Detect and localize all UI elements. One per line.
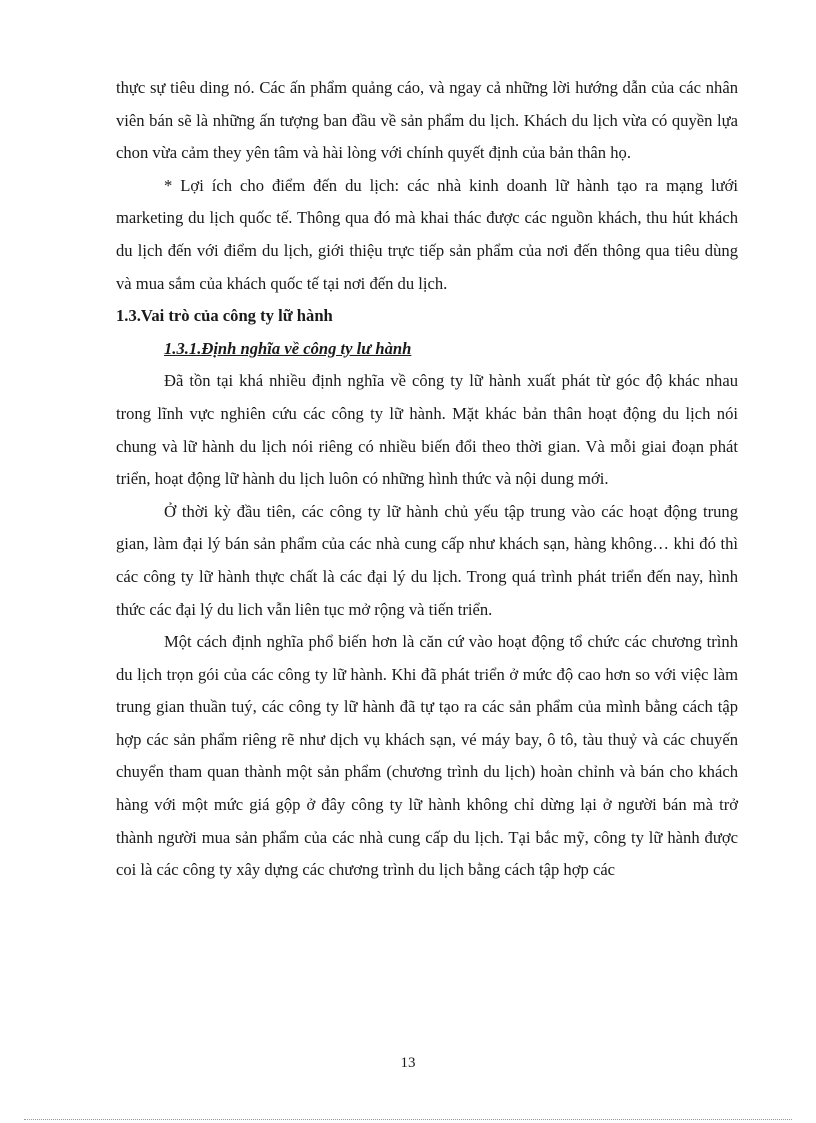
subsection-heading: 1.3.1.Định nghĩa về công ty lư hành [164, 338, 412, 358]
paragraph-destination-benefits: * Lợi ích cho điểm đến du lịch: các nhà kinh doanh lữ hành tạo ra mạng lưới marketing du lịch quốc tế. Thông qua đó mà khai thác được các nguồn khách, thu hút khách du lịch đến với điểm du lịch, giới thiệu trực tiếp sản phẩm của nơi đến thông qua tiêu dùng và mua sắm của khách quốc tế tại nơi đến du lịch. [116, 175, 738, 293]
paragraph-definitions: Đã tồn tại khá nhiều định nghĩa về công ty lữ hành xuất phát từ góc độ khác nhau trong lĩnh vực nghiên cứu các công ty lữ hành. Mặt khác bản thân hoạt động du lịch nói chung và lữ hành du lịch nói riêng có nhiều biến đổi theo thời gian. Và mỗi giai đoạn phát triển, hoạt động lữ hành du lịch luôn có những hình thức và nội dung mới. [116, 371, 738, 489]
document-page [116, 72, 738, 887]
paragraph-package-tours: Một cách định nghĩa phổ biến hơn là căn cứ vào hoạt động tổ chức các chương trình du lịch trọn gói của các công ty lữ hành. Khi đã phát triển ở mức độ cao hơn so với việc làm trung gian thuần tuý, các công ty lữ hành đã tự tạo ra các sản phẩm của mình bằng cách tập hợp các sản phẩm riêng rẽ như dịch vụ khách sạn, vé máy bay, ô tô, tàu thuỷ và các chuyến chuyển tham quan thành một sản phẩm (chương trình du lịch) hoàn chỉnh và bán cho khách hàng với một mức giá gộp ở đây công ty lữ hành không chỉ dừng lại ở người bán mà trở thành người mua sản phẩm của các nhà cung cấp du lịch. Tại bắc mỹ, công ty lữ hành được coi là các công ty xây dựng các chương trình du lịch bằng cách tập hợp các [116, 632, 738, 880]
paragraph-early-period: Ở thời kỳ đầu tiên, các công ty lữ hành chủ yếu tập trung vào các hoạt động trung gian, làm đại lý bán sản phẩm của các nhà cung cấp như khách sạn, hàng không… khi đó thì các công ty lữ hành thực chất là các đại lý du lịch. Trong quá trình phát triển đến nay, hình thức các đại lý du lich vẫn liên tục mở rộng và tiến triển. [116, 501, 738, 619]
section-heading: 1.3.Vai trò của công ty lữ hành [116, 306, 333, 326]
page-number: 13 [400, 1055, 416, 1071]
paragraph-continuation: thực sự tiêu ding nó. Các ấn phẩm quảng cáo, và ngay cả những lời hướng dẫn của các nhân viên bán sẽ là những ấn tượng ban đầu về sản phẩm du lịch. Khách du lịch vừa có quyền lựa chon vừa cảm they yên tâm và hài lòng với chính quyết định của bản thân họ. [116, 78, 738, 163]
page-bottom-divider [24, 1119, 792, 1120]
